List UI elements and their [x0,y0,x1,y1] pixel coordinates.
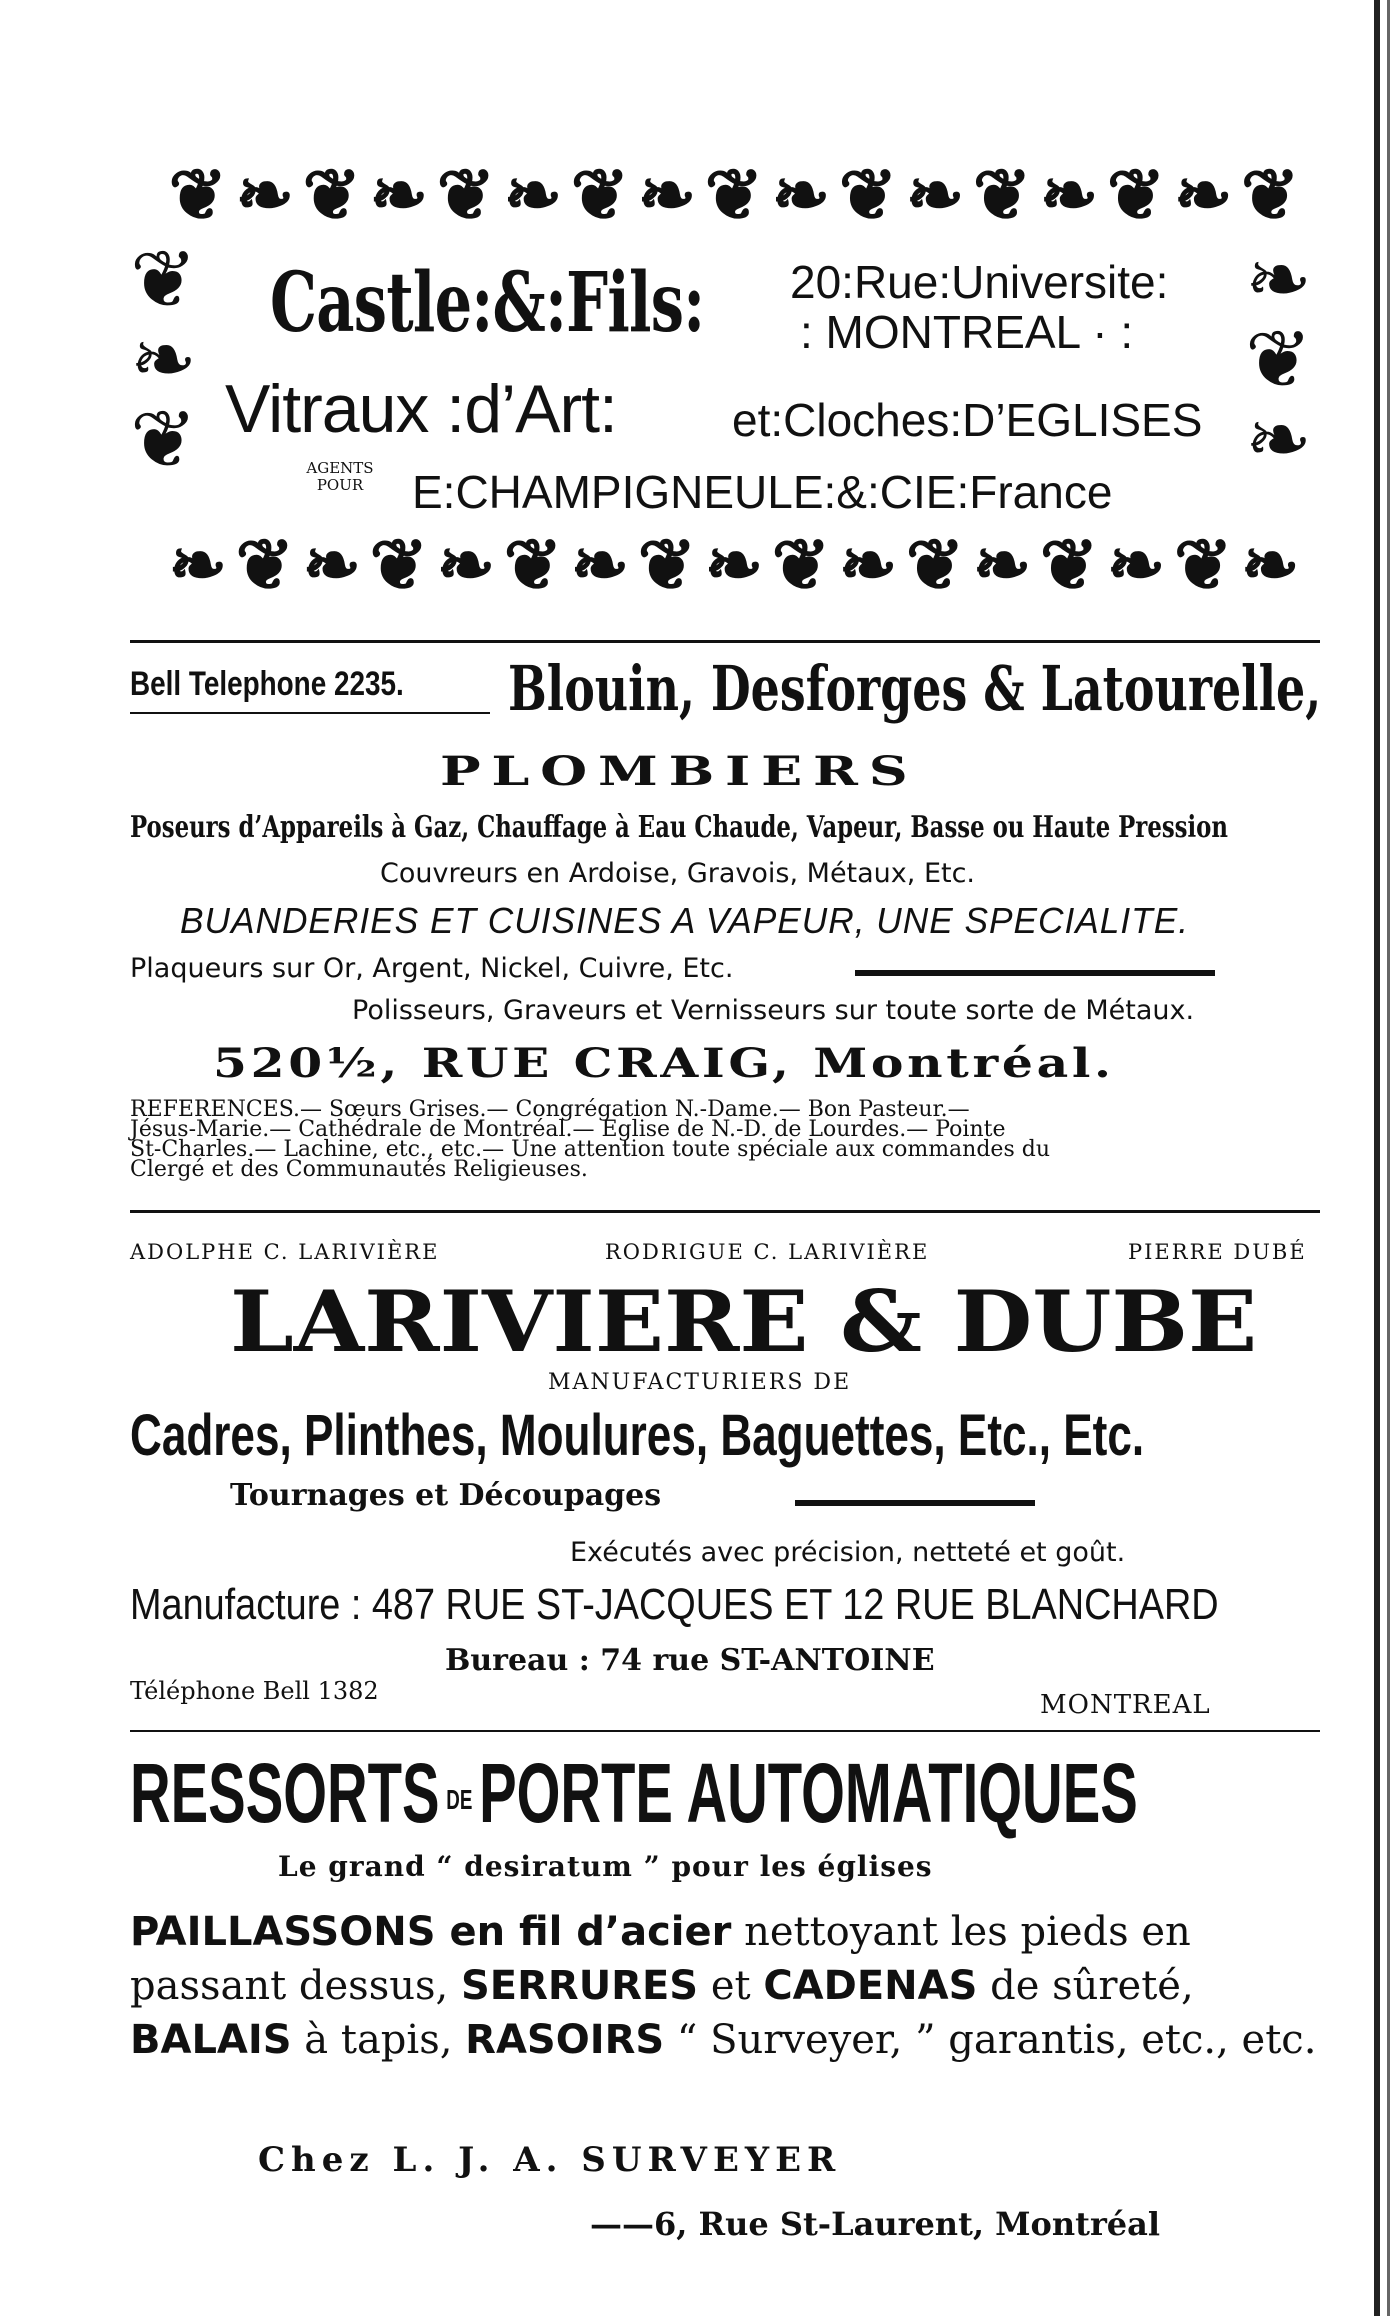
lariviere-executes: Exécutés avec précision, netteté et goût. [570,1537,1126,1568]
para-text3: de sûreté, [977,1963,1194,2009]
para-text5: “ Surveyer, ” garantis, etc., etc. [664,2017,1317,2063]
blouin-line2: Couvreurs en Ardoise, Gravois, Métaux, Etc. [380,858,976,889]
blouin-line3: Plaqueurs sur Or, Argent, Nickel, Cuivre, Etc. [130,953,734,984]
surveyer-chez: Chez L. J. A. SURVEYER [258,2140,842,2180]
surveyer-tagline: Le grand “ desiratum ” pour les églises [278,1850,933,1883]
blouin-specialty: BUANDERIES ET CUISINES A VAPEUR, UNE SPECIALITE. [180,900,1190,941]
blouin-trade: PLOMBIERS [440,748,919,795]
headline-part2: PORTE AUTOMATIQUES [479,1746,1138,1840]
partner-1: ADOLPHE C. LARIVIÈRE [130,1240,440,1264]
castle-agents-label: AGENTS POUR [306,459,374,494]
castle-cloches: et:Cloches:D’EGLISES [732,394,1203,446]
headline-de: DE [446,1783,473,1815]
blouin-line4: Polisseurs, Graveurs et Vernisseurs sur toute sorte de Métaux. [352,995,1195,1026]
partner-2: RODRIGUE C. LARIVIÈRE [605,1240,930,1264]
page-edge [1374,0,1380,2316]
surveyer-paragraph [130,1905,1320,2067]
divider-1 [130,640,1320,643]
para-text2: et [698,1963,764,2009]
ornament-top: ❦ ❧ ❦ ❧ ❦ ❧ ❦ ❧ ❦ ❧ ❦ ❧ ❦ ❧ ❦ ❧ ❦ [168,160,1292,230]
divider-2 [130,1210,1320,1213]
surveyer-address: ——6, Rue St-Laurent, Montréal [590,2205,1161,2243]
para-text4: à tapis, [291,2017,466,2063]
ornament-left: ❦ ❧ ❦ [130,233,198,486]
lariviere-bureau: Bureau : 74 rue ST-ANTOINE [445,1643,935,1678]
surveyer-headline [130,1745,1138,1842]
lariviere-telephone: Téléphone Bell 1382 [130,1677,379,1705]
plaqueurs-rule [855,970,1215,976]
castle-vitraux: Vitraux :d’Art: [225,371,617,447]
tournages-rule [795,1500,1035,1506]
lariviere-products: Cadres, Plinthes, Moulures, Baguettes, Etc., Etc. [130,1403,1145,1468]
lariviere-subtitle: MANUFACTURIERS DE [548,1370,852,1395]
castle-address-line1: 20:Rue:Universite: [790,256,1169,308]
ornament-right: ❧ ❦ ❧ [1245,233,1313,486]
castle-address-line2: : MONTREAL · : [800,306,1134,358]
blouin-references: REFERENCES.— Sœurs Grises.— Congrégation N.-Dame.— Bon Pasteur.— Jésus-Marie.— Cathédrale de Montréal.— Eglise de N.-D. de Lourdes.— Pointe St-Charles.— Lachine, etc., etc.— Une attention toute spéciale aux commandes du Clergé et des Communautés Religieuses. [130,1097,1050,1182]
rasoirs: RASOIRS [465,2017,665,2063]
ornament-bottom: ❧ ❦ ❧ ❦ ❧ ❦ ❧ ❦ ❧ ❦ ❧ ❦ ❧ ❦ ❧ ❦ ❧ [168,530,1292,600]
paillassons: PAILLASSONS en fil d’acier [130,1909,732,1955]
balais: BALAIS [130,2017,292,2063]
cadenas: CADENAS [763,1963,978,2009]
blouin-telephone: Bell Telephone 2235. [130,665,404,703]
lariviere-tournages: Tournages et Découpages [230,1478,662,1513]
blouin-address: 520½, RUE CRAIG, Montréal. [213,1040,1115,1087]
blouin-name: Blouin, Desforges & Latourelle, [508,652,1322,725]
lariviere-city: MONTREAL [1040,1690,1211,1720]
para-text1: nettoyant les pieds en passant dessus, [130,1909,1191,2009]
castle-champigneule: E:CHAMPIGNEULE:&:CIE:France [412,466,1113,518]
lariviere-name: LARIVIERE & DUBE [230,1272,1258,1371]
telephone-underline [130,712,490,714]
lariviere-manufacture: Manufacture : 487 RUE ST-JACQUES ET 12 RUE BLANCHARD [130,1580,1219,1629]
page-edge-shadow [1387,0,1390,2316]
castle-name: Castle:&:Fils: [270,255,705,351]
partner-3: PIERRE DUBÉ [1128,1240,1307,1264]
headline-part1: RESSORTS [130,1746,440,1840]
divider-3 [130,1730,1320,1732]
blouin-line1: Poseurs d’Appareils à Gaz, Chauffage à Eau Chaude, Vapeur, Basse ou Haute Pression [130,810,1228,845]
serrures: SERRURES [460,1963,699,2009]
